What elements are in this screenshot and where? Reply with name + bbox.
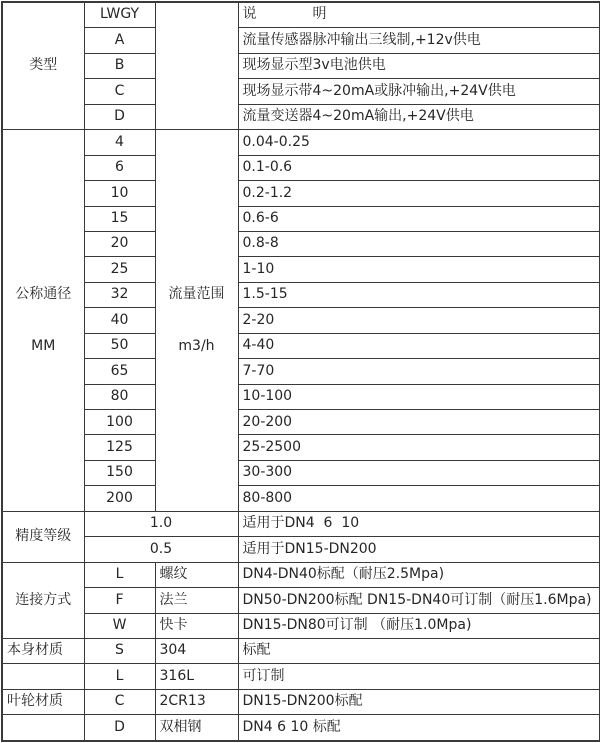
model-header-cell: LWGY [84, 2, 155, 28]
connection-name-cell: 法兰 [155, 588, 238, 613]
connection-section-label: 连接方式 [2, 562, 84, 638]
table-row [2, 486, 600, 511]
table-row [2, 689, 600, 714]
table-row [2, 79, 600, 104]
dn-cell: 40 [84, 308, 155, 333]
body-material-desc-cell: 标配 [238, 638, 600, 663]
accuracy-desc-cell: 适用于DN4 6 10 [238, 511, 600, 536]
table-row [2, 638, 600, 663]
dn-cell: 200 [84, 486, 155, 511]
dn-cell: 125 [84, 435, 155, 460]
table-row [2, 384, 600, 409]
description-header-cell: 说 明 [238, 2, 600, 28]
accuracy-desc-cell: 适用于DN15-DN200 [238, 537, 600, 562]
impeller-empty-label-cell [2, 715, 84, 741]
flow-range-cell: 1-10 [238, 257, 600, 282]
table-row [2, 130, 600, 155]
connection-code-cell: W [84, 613, 155, 638]
type-code-cell: C [84, 79, 155, 104]
flow-range-cell: 25-2500 [238, 435, 600, 460]
table-row [2, 53, 600, 78]
flow-range-cell: 20-200 [238, 410, 600, 435]
flow-range-label-line2: m3/h [178, 338, 215, 354]
connection-desc-cell: DN15-DN80可订制 （耐压1.0Mpa) [238, 613, 600, 638]
diameter-label-line1: 公称通径 [15, 285, 72, 302]
table-row [2, 460, 600, 485]
table-row [2, 257, 600, 282]
flow-range-cell: 0.2-1.2 [238, 181, 600, 206]
impeller-code-cell: C [84, 689, 155, 714]
dn-cell: 32 [84, 282, 155, 307]
table-row [2, 664, 600, 689]
flow-range-cell: 2-20 [238, 308, 600, 333]
dn-cell: 10 [84, 181, 155, 206]
table-row [2, 231, 600, 256]
flow-range-cell: 0.8-8 [238, 231, 600, 256]
impeller-name-cell: 2CR13 [155, 689, 238, 714]
flow-range-cell: 7-70 [238, 359, 600, 384]
impeller-name-cell: 双相钢 [155, 715, 238, 741]
dn-cell: 25 [84, 257, 155, 282]
connection-name-cell: 螺纹 [155, 562, 238, 587]
dn-cell: 15 [84, 206, 155, 231]
table-row [2, 282, 600, 307]
diameter-label-line2: MM [31, 338, 56, 354]
type-desc-cell: 现场显示带4~20mA或脉冲输出,+24V供电 [238, 79, 600, 104]
dn-cell: 6 [84, 155, 155, 180]
table-row [2, 537, 600, 562]
impeller-code-cell: D [84, 715, 155, 741]
table-row [2, 613, 600, 638]
table-row [2, 181, 600, 206]
flow-range-cell: 10-100 [238, 384, 600, 409]
impeller-name-cell: 316L [155, 664, 238, 689]
table-row [2, 715, 600, 741]
type-empty-cell [155, 2, 238, 130]
flow-range-cell: 0.04-0.25 [238, 130, 600, 155]
flow-range-cell: 0.1-0.6 [238, 155, 600, 180]
table-row [2, 104, 600, 129]
table-row [2, 28, 600, 53]
dn-cell: 65 [84, 359, 155, 384]
type-code-cell: B [84, 53, 155, 78]
type-code-cell: A [84, 28, 155, 53]
body-material-name-cell: 304 [155, 638, 238, 663]
spec-table [1, 1, 600, 742]
connection-desc-cell: DN4-DN40标配（耐压2.5Mpa) [238, 562, 600, 587]
flow-range-cell: 30-300 [238, 460, 600, 485]
impeller-desc-cell: 可订制 [238, 664, 600, 689]
connection-desc-cell: DN50-DN200标配 DN15-DN40可订制（耐压1.6Mpa) [238, 588, 600, 613]
table-row [2, 359, 600, 384]
impeller-material-section-label: 叶轮材质 [2, 689, 84, 714]
table-row [2, 206, 600, 231]
flow-range-cell: 1.5-15 [238, 282, 600, 307]
type-desc-cell: 流量变送器4~20mA输出,+24V供电 [238, 104, 600, 129]
table-row [2, 410, 600, 435]
type-desc-cell: 流量传感器脉冲输出三线制,+12v供电 [238, 28, 600, 53]
impeller-desc-cell: DN4 6 10 标配 [238, 715, 600, 741]
dn-cell: 20 [84, 231, 155, 256]
dn-cell: 4 [84, 130, 155, 155]
table-row [2, 562, 600, 587]
accuracy-value-cell: 0.5 [84, 537, 238, 562]
dn-cell: 80 [84, 384, 155, 409]
flow-range-label-line1: 流量范围 [168, 285, 225, 302]
impeller-empty-label-cell [2, 664, 84, 689]
connection-name-cell: 快卡 [155, 613, 238, 638]
table-row [2, 511, 600, 536]
table-row [2, 435, 600, 460]
accuracy-section-label: 精度等级 [2, 511, 84, 562]
type-code-cell: D [84, 104, 155, 129]
body-material-code-cell: S [84, 638, 155, 663]
connection-code-cell: F [84, 588, 155, 613]
impeller-desc-cell: DN15-DN200标配 [238, 689, 600, 714]
flow-range-cell: 0.6-6 [238, 206, 600, 231]
flow-range-label [155, 130, 238, 512]
type-desc-cell: 现场显示型3v电池供电 [238, 53, 600, 78]
table-row [2, 588, 600, 613]
table-row [2, 333, 600, 358]
table-row [2, 2, 600, 28]
dn-cell: 150 [84, 460, 155, 485]
connection-code-cell: L [84, 562, 155, 587]
body-material-section-label: 本身材质 [2, 638, 84, 663]
diameter-section-label [2, 130, 84, 512]
table-row [2, 308, 600, 333]
type-section-label: 类型 [2, 2, 84, 130]
dn-cell: 100 [84, 410, 155, 435]
dn-cell: 50 [84, 333, 155, 358]
table-row [2, 155, 600, 180]
flow-range-cell: 80-800 [238, 486, 600, 511]
accuracy-value-cell: 1.0 [84, 511, 238, 536]
flow-range-cell: 4-40 [238, 333, 600, 358]
impeller-code-cell: L [84, 664, 155, 689]
